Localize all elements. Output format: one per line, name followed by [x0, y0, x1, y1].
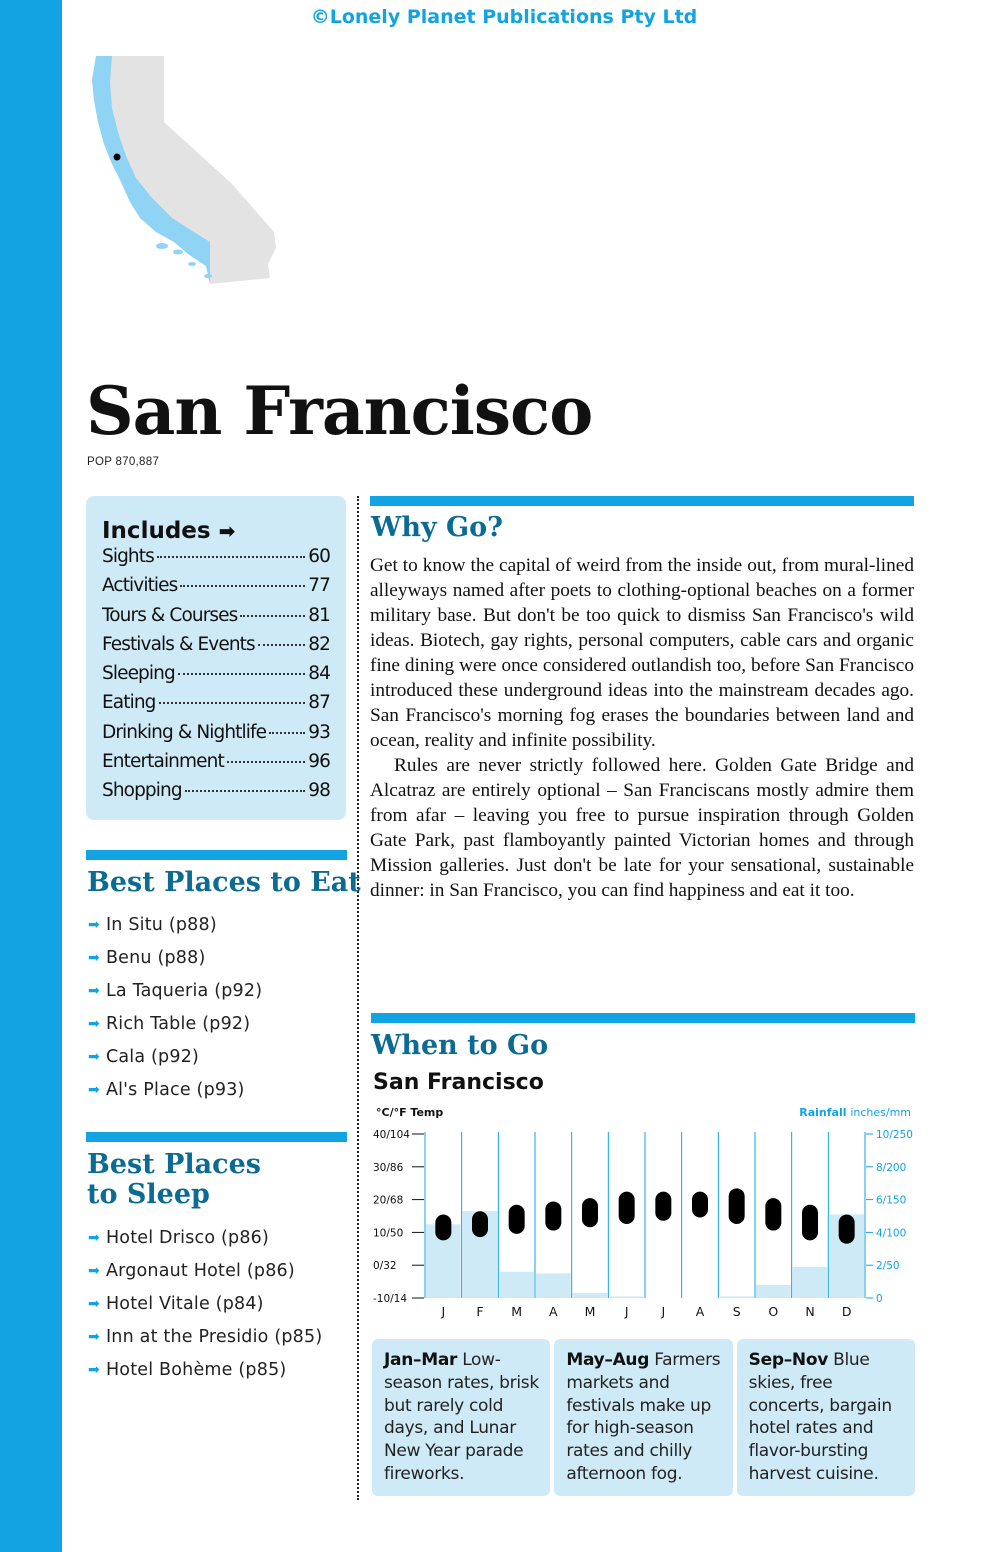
climate-chart [370, 1104, 915, 1324]
right-tick-label: 4/100 [876, 1227, 907, 1240]
list-item-label: In Situ (p88) [105, 914, 217, 935]
list-item [88, 1353, 322, 1386]
rainfall-bar [609, 1296, 644, 1298]
list-item-label: La Taqueria (p92) [105, 980, 263, 1001]
includes-item-name: Drinking & Nightlife [102, 721, 267, 743]
season-description: Blue skies, free concerts, bargain hotel rates and flavor-bursting harvest cuisine. [748, 1350, 892, 1484]
list-item-label: Inn at the Presidio (p85) [105, 1326, 323, 1347]
month-label: N [805, 1304, 815, 1319]
section-rule [86, 1132, 347, 1142]
month-label: J [624, 1304, 629, 1319]
seasons-row [372, 1339, 915, 1496]
arrow-right-icon: ➡ [88, 949, 100, 966]
includes-list [102, 546, 330, 810]
includes-item-name: Entertainment [102, 751, 224, 773]
copyright-notice: ©Lonely Planet Publications Pty Ltd [310, 6, 698, 28]
list-item-label: Argonaut Hotel (p86) [105, 1260, 295, 1281]
arrow-right-icon: ➡ [218, 519, 236, 543]
month-label: A [695, 1304, 705, 1319]
rainfall-bar [499, 1272, 534, 1298]
arrow-right-icon: ➡ [88, 1295, 100, 1312]
includes-item [102, 575, 330, 604]
arrow-right-icon: ➡ [88, 1361, 100, 1378]
includes-item-page: 87 [308, 692, 330, 714]
includes-item-page: 96 [308, 751, 330, 773]
includes-heading-label: Includes [102, 518, 211, 544]
includes-item-name: Activities [102, 575, 178, 597]
section-rule [371, 1013, 915, 1023]
arrow-right-icon: ➡ [88, 1048, 100, 1065]
left-axis-label: °C/°F Temp [376, 1106, 444, 1119]
season-card [554, 1339, 732, 1496]
season-description: Farmers markets and festivals make up for high-season rates and chilly afternoon fog. [566, 1350, 721, 1484]
right-tick-label: 8/200 [876, 1161, 907, 1174]
arrow-right-icon: ➡ [88, 1262, 100, 1279]
list-item [88, 1254, 322, 1287]
month-label: F [476, 1304, 484, 1319]
rainfall-bar [719, 1296, 754, 1298]
season-card [372, 1339, 550, 1496]
season-card [737, 1339, 915, 1496]
leader-dots [180, 585, 305, 587]
list-item-label: Al's Place (p93) [105, 1079, 245, 1100]
includes-item-page: 77 [308, 575, 330, 597]
left-tick-label: 10/50 [373, 1227, 404, 1240]
rainfall-bar [756, 1285, 791, 1298]
right-tick-label: 10/250 [876, 1129, 913, 1141]
leader-dots [269, 732, 305, 734]
includes-item [102, 605, 330, 634]
includes-item-name: Eating [102, 692, 156, 714]
month-label: S [732, 1304, 741, 1319]
section-rule [86, 850, 347, 860]
left-edge-bar [0, 0, 62, 1552]
list-item [88, 941, 262, 974]
includes-item [102, 634, 330, 663]
includes-item-page: 98 [308, 780, 330, 802]
population: POP 870,887 [87, 456, 160, 468]
month-label: O [768, 1304, 779, 1319]
best-sleep-list [88, 1221, 322, 1386]
left-tick-label: 0/32 [373, 1260, 397, 1273]
list-item [88, 1221, 322, 1254]
includes-heading [102, 518, 330, 544]
season-name: Jan–Mar [384, 1350, 458, 1370]
list-item-label: Hotel Bohème (p85) [105, 1359, 287, 1380]
month-label: A [549, 1304, 558, 1319]
leader-dots [258, 644, 306, 646]
arrow-right-icon: ➡ [88, 982, 100, 999]
list-item [88, 974, 262, 1007]
when-to-go-heading: When to Go [371, 1030, 549, 1061]
includes-item [102, 663, 330, 692]
left-tick-label: 30/86 [373, 1161, 404, 1174]
includes-item-name: Shopping [102, 780, 182, 802]
leader-dots [178, 673, 305, 675]
list-item [88, 1320, 322, 1353]
arrow-right-icon: ➡ [88, 1081, 100, 1098]
arrow-right-icon: ➡ [88, 1328, 100, 1345]
month-label: D [841, 1304, 852, 1319]
best-eat-heading: Best Places to Eat [87, 867, 361, 898]
leader-dots [159, 702, 306, 704]
list-item [88, 1007, 262, 1040]
includes-item [102, 751, 330, 780]
list-item [88, 908, 262, 941]
channel-island [156, 243, 168, 249]
includes-item [102, 722, 330, 751]
includes-item-name: Sights [102, 546, 154, 567]
channel-island [204, 274, 212, 278]
list-item-label: Benu (p88) [105, 947, 206, 968]
best-eat-list [88, 908, 262, 1106]
best-sleep-heading-line2: to Sleep [87, 1179, 210, 1211]
best-sleep-heading [87, 1150, 261, 1210]
arrow-right-icon: ➡ [88, 916, 100, 933]
channel-island [188, 262, 196, 266]
leader-dots [240, 615, 305, 617]
arrow-right-icon: ➡ [88, 1015, 100, 1032]
why-go-text [370, 553, 914, 903]
month-label: J [661, 1304, 666, 1319]
includes-item-page: 60 [308, 546, 330, 567]
rainfall-bar [793, 1267, 828, 1298]
list-item [88, 1073, 262, 1106]
includes-item-page: 81 [308, 604, 330, 626]
month-label: J [441, 1304, 446, 1319]
left-tick-label: 40/104 [373, 1129, 410, 1141]
right-tick-label: 6/150 [876, 1194, 907, 1207]
includes-item-page: 84 [308, 663, 330, 685]
column-divider [357, 496, 359, 1500]
why-go-paragraph-1: Get to know the capital of weird from the inside out, from mural-lined alleyways named after poets to clothing-optional beaches on a former military base. But don't be too quick to dismiss San Francisco's wild ideas. Biotech, gay rights, personal computers, cable cars and organic fine dining were once considered outlandish too, before San Francisco introduced these underground ideas into the mainstream decades ago. San Francisco's morning fog erases the boundaries between land and ocean, reality and infinite possibility. [370, 555, 914, 751]
list-item [88, 1287, 322, 1320]
right-axis-label: Rainfall inches/mm [799, 1106, 911, 1119]
includes-item-name: Sleeping [102, 663, 175, 685]
season-name: Sep–Nov [748, 1350, 828, 1370]
left-tick-label: 20/68 [373, 1194, 404, 1207]
page-title: San Francisco [86, 372, 593, 450]
season-description: Low-season rates, brisk but rarely cold days, and Lunar New Year parade fireworks. [384, 1350, 539, 1484]
rainfall-bar [536, 1273, 571, 1298]
includes-item-name: Tours & Courses [102, 604, 238, 626]
includes-item-name: Festivals & Events [102, 633, 255, 655]
leader-dots [185, 790, 306, 792]
rainfall-bar [573, 1293, 608, 1298]
left-tick-label: -10/14 [373, 1293, 408, 1305]
month-label: M [584, 1304, 596, 1319]
includes-item-page: 93 [308, 721, 330, 743]
list-item [88, 1040, 262, 1073]
right-tick-label: 2/50 [876, 1260, 900, 1273]
includes-item-page: 82 [308, 633, 330, 655]
includes-item [102, 692, 330, 721]
san-francisco-location-dot [114, 154, 121, 161]
right-tick-label: 0 [876, 1293, 883, 1305]
why-go-paragraph-2: Rules are never strictly followed here. Golden Gate Bridge and Alcatraz are entirely optional – San Franciscans mostly admire them from afar – leaving you free to pursue inspiration through Golden Gate Park, past flamboyantly painted Victorian homes and through Mission galleries. Just don't be late for your sensational, sustainable dinner: in San Francisco, you can find happiness and eat it too. [370, 755, 914, 901]
list-item-label: Hotel Vitale (p84) [105, 1293, 264, 1314]
list-item-label: Rich Table (p92) [105, 1013, 251, 1034]
leader-dots [227, 761, 305, 763]
season-name: May–Aug [566, 1350, 650, 1370]
section-rule [370, 496, 914, 506]
includes-item [102, 780, 330, 809]
arrow-right-icon: ➡ [88, 1229, 100, 1246]
best-sleep-heading-line1: Best Places [87, 1149, 261, 1180]
california-locator-map [82, 52, 282, 290]
month-label: M [511, 1304, 523, 1319]
channel-island [173, 250, 183, 255]
list-item-label: Cala (p92) [105, 1046, 200, 1067]
climate-chart-title: San Francisco [373, 1070, 544, 1095]
includes-item [102, 546, 330, 575]
leader-dots [157, 556, 305, 558]
list-item-label: Hotel Drisco (p86) [105, 1227, 270, 1248]
why-go-heading: Why Go? [371, 512, 503, 543]
includes-box [86, 496, 346, 820]
